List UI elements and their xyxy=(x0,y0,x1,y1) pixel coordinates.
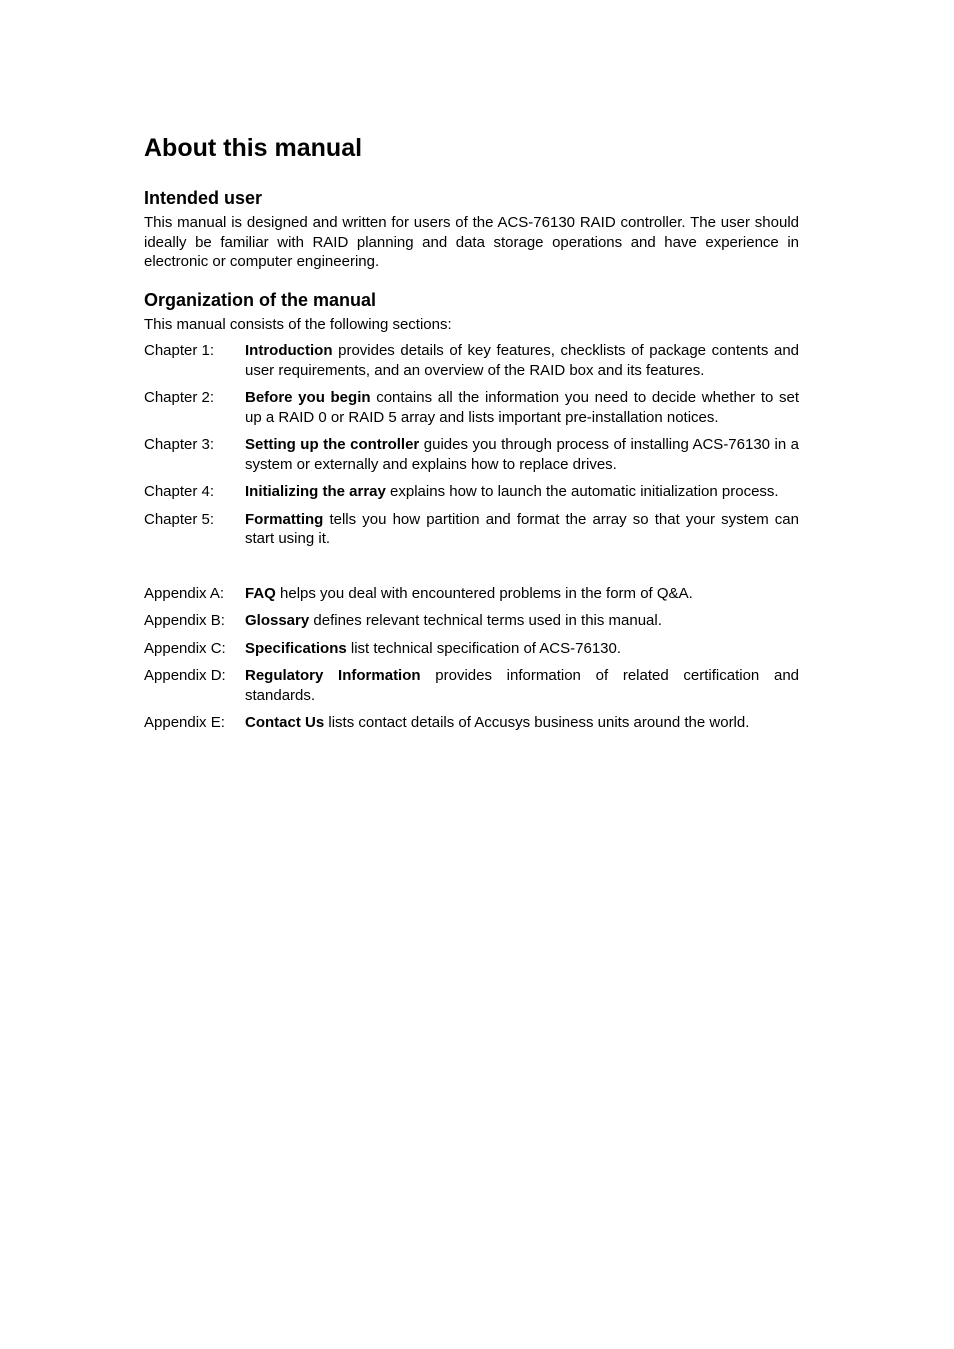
chapter-label: Chapter 2: xyxy=(144,389,215,406)
appendix-term: Specifications xyxy=(245,639,347,657)
chapter-description xyxy=(245,435,799,474)
appendix-term: Glossary xyxy=(245,612,310,629)
chapter-entry xyxy=(144,482,799,502)
organization-heading: Organization of the manual xyxy=(144,289,377,310)
chapter-text: tells you how partition and format the array so that your system can start using it. xyxy=(245,510,799,547)
appendix-label: Appendix A: xyxy=(144,584,225,602)
appendix-label: Appendix B: xyxy=(144,612,225,629)
chapter-entry xyxy=(144,388,799,427)
appendix-text: list technical specification of ACS-76130. xyxy=(346,639,622,657)
page-title: About this manual xyxy=(144,134,363,162)
organization-section xyxy=(144,288,799,733)
chapter-entry xyxy=(144,435,799,474)
appendix-text: provides information of related certification and standards. xyxy=(245,667,799,704)
chapter-description xyxy=(245,482,799,502)
chapter-text: guides you through process of installing ACS-76130 in a system or externally and explains how to replace drives. xyxy=(245,436,799,473)
chapter-text: explains how to launch the automatic initialization process. xyxy=(385,483,779,500)
appendix-entry xyxy=(144,584,799,604)
appendix-description xyxy=(245,666,799,705)
chapter-entry xyxy=(144,341,799,380)
chapter-label: Chapter 4: xyxy=(144,483,215,500)
chapter-description xyxy=(245,388,799,427)
chapter-text: provides details of key features, checklists of package contents and user requirements, and an overview of the RAID box and its features. xyxy=(245,342,799,379)
appendix-text: defines relevant technical terms used in this manual. xyxy=(309,612,662,629)
chapter-term: Setting up the controller xyxy=(245,436,420,453)
intended-user-body: This manual is designed and written for users of the ACS-76130 RAID controller. The user should ideally be familiar with RAID planning and data storage operations and have experience in electronic or computer engineering. xyxy=(144,214,799,270)
chapter-label: Chapter 3: xyxy=(144,436,215,453)
chapter-term: Initializing the array xyxy=(245,483,386,500)
appendix-text: helps you deal with encountered problems in the form of Q&A. xyxy=(275,584,693,602)
appendix-label: Appendix E: xyxy=(144,714,225,731)
appendix-label: Appendix D: xyxy=(144,667,226,684)
chapter-description xyxy=(245,341,799,380)
appendix-term: FAQ xyxy=(245,584,276,602)
appendix-entry xyxy=(144,639,799,659)
appendix-entry xyxy=(144,611,799,631)
appendix-entry xyxy=(144,666,799,705)
appendix-list xyxy=(144,584,799,733)
manual-page xyxy=(144,130,799,749)
appendix-description xyxy=(245,639,799,659)
chapter-term: Before you begin xyxy=(245,389,371,406)
chapter-entry xyxy=(144,510,799,549)
appendix-description xyxy=(245,611,799,631)
chapter-description xyxy=(245,510,799,549)
chapter-label: Chapter 5: xyxy=(144,510,215,528)
appendix-entry xyxy=(144,713,799,733)
organization-intro: This manual consists of the following sections: xyxy=(144,315,452,333)
intended-user-section xyxy=(144,186,799,272)
chapter-text: contains all the information you need to decide whether to set up a RAID 0 or RAID 5 array and lists important pre-installation notices. xyxy=(245,389,800,426)
appendix-term: Contact Us xyxy=(245,714,325,731)
intended-user-heading: Intended user xyxy=(144,188,263,208)
appendix-description xyxy=(245,584,799,604)
chapter-term: Formatting xyxy=(245,510,324,528)
chapter-term: Introduction xyxy=(245,342,333,359)
chapter-list xyxy=(144,341,799,549)
appendix-text: lists contact details of Accusys business units around the world. xyxy=(324,714,750,731)
appendix-term: Regulatory Information xyxy=(245,667,421,684)
appendix-label: Appendix C: xyxy=(144,639,226,657)
chapter-label: Chapter 1: xyxy=(144,342,215,359)
appendix-description xyxy=(245,713,799,733)
list-spacer xyxy=(144,557,799,584)
